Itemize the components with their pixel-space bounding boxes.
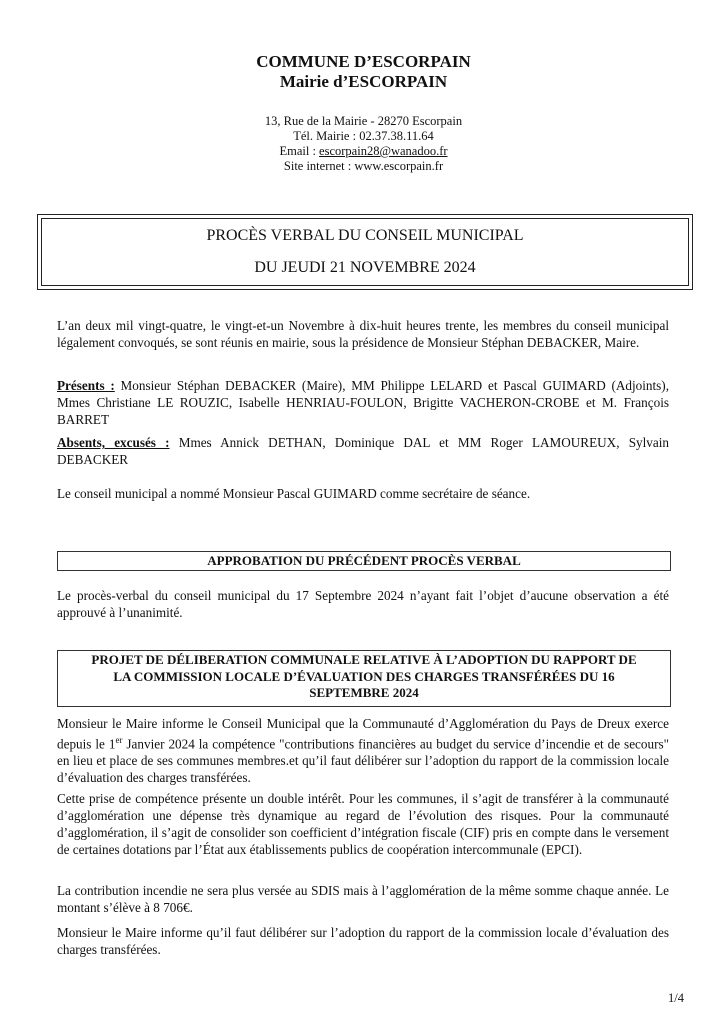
section2-p4-text: Monsieur le Maire informe qu’il faut délibérer sur l’adoption du rapport de la commission locale d’évaluation des charges transférées. [57, 925, 669, 957]
intro-text: L’an deux mil vingt-quatre, le vingt-et-un Novembre à dix-huit heures trente, les membres du conseil municipal légalement convoqués, se sont réunis en mairie, sous la présidence de Monsieur Stéphan DEBACKER, Maire. [57, 318, 669, 350]
section2-paragraph-1 [57, 715, 669, 786]
website-line: Site internet : www.escorpain.fr [283, 159, 444, 173]
absents-paragraph [57, 434, 669, 468]
section2-p2-text: Cette prise de compétence présente un double intérêt. Pour les communes, il s’agit de transférer à la communauté d’agglomération une dépense très dynamique au regard de l’évolution des risques. Pour la communauté d’agglomération, il s’agit de consolider son coefficient d’intégration fiscale (CIF) pris en compte dans le versement de certaines dotations par l’État aux établissements publics de coopération intercommunale (EPCI). [57, 791, 669, 857]
title-box-inner [41, 218, 689, 286]
section1-paragraph [57, 587, 669, 621]
email-line [0, 144, 727, 159]
section2-p3-text: La contribution incendie ne sera plus versée au SDIS mais à l’agglomération de la même somme chaque année. Le montant s’élève à 8 706€. [57, 883, 669, 915]
title-box [37, 214, 693, 290]
section2-p1-after: Janvier 2024 la compétence "contributions financières au budget du service d’incendie et de secours" en lieu et place de ses communes membres.et qu’il faut délibérer sur l’adoption du rapport de la commission locale d’évaluation des charges transférées. [57, 736, 669, 786]
address-line: 13, Rue de la Mairie - 28270 Escorpain [264, 114, 463, 128]
section2-paragraph-4 [57, 924, 669, 958]
presents-label: Présents : [57, 378, 115, 393]
email-link[interactable]: escorpain28@wanadoo.fr [319, 144, 448, 158]
presents-paragraph [57, 377, 669, 428]
phone-line: Tél. Mairie : 02.37.38.11.64 [293, 129, 434, 143]
section2-p1-before: Monsieur le Maire informe le Conseil Municipal que la Communauté d’Agglomération du Pays de Dreux exerce depuis le 1 [57, 716, 669, 752]
intro-paragraph [57, 317, 669, 351]
presents-text: Monsieur Stéphan DEBACKER (Maire), MM Philippe LELARD et Pascal GUIMARD (Adjoints), Mmes Christiane LE ROUZIC, Isabelle HENRIAU-FOULON, Brigitte VACHERON-CROBE et M. François BARRET [57, 378, 669, 427]
commune-title: COMMUNE D’ESCORPAIN [256, 52, 471, 71]
section2-heading-line-3: SEPTEMBRE 2024 [309, 685, 419, 700]
absents-text: Mmes Annick DETHAN, Dominique DAL et MM Roger LAMOUREUX, Sylvain DEBACKER [57, 435, 669, 467]
title-line-1: PROCÈS VERBAL DU CONSEIL MUNICIPAL [206, 227, 524, 244]
title-line-2: DU JEUDI 21 NOVEMBRE 2024 [254, 259, 476, 276]
absents-label: Absents, excusés : [57, 435, 170, 450]
section2-p1-sup: er [115, 735, 123, 745]
mairie-title: Mairie d’ESCORPAIN [279, 72, 448, 91]
secretary-text: Le conseil municipal a nommé Monsieur Pascal GUIMARD comme secrétaire de séance. [57, 486, 531, 501]
section2-heading [57, 650, 671, 707]
email-label: Email : [279, 144, 320, 158]
section2-heading-line-2: LA COMMISSION LOCALE D’ÉVALUATION DES CHARGES TRANSFÉRÉES DU 16 [113, 668, 615, 684]
secretary-paragraph [57, 485, 669, 502]
section2-paragraph-2 [57, 790, 669, 858]
section1-text: Le procès-verbal du conseil municipal du 17 Septembre 2024 n’ayant fait l’objet d’aucune observation a été approuvé à l’unanimité. [57, 588, 669, 620]
address-block [0, 114, 727, 174]
section2-heading-line-1: PROJET DE DÉLIBERATION COMMUNALE RELATIVE À L’ADOPTION DU RAPPORT DE [91, 652, 637, 667]
section1-heading: APPROBATION DU PRÉCÉDENT PROCÈS VERBAL [57, 551, 671, 571]
section2-paragraph-3 [57, 882, 669, 916]
page-number: 1/4 [668, 991, 684, 1005]
